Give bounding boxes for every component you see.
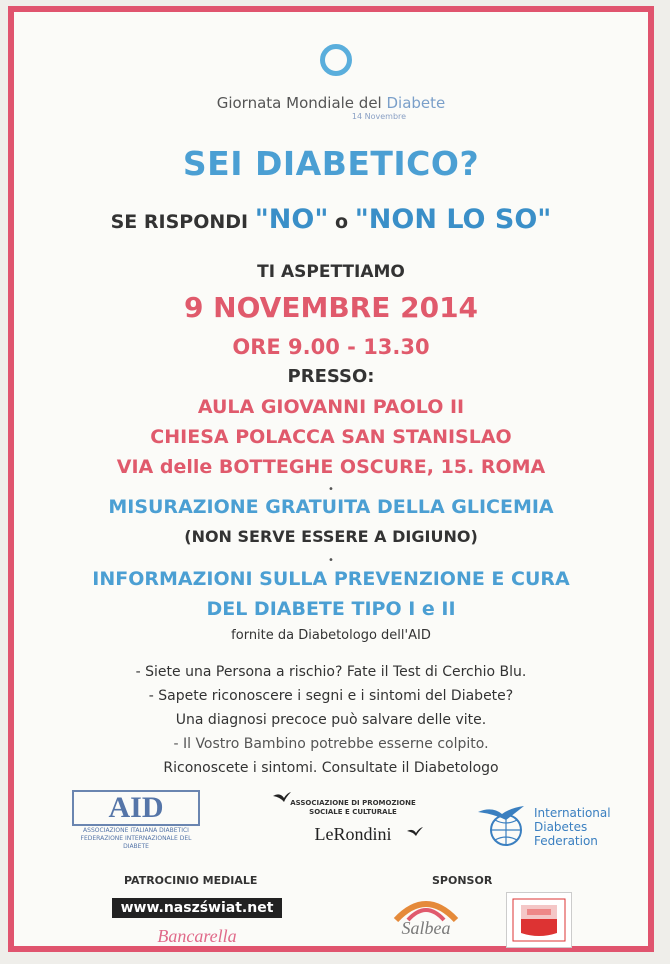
media-label: PATROCINIO MEDIALE	[124, 874, 258, 887]
event-date: 14 Novembre	[351, 112, 407, 121]
location-line: VIA delle BOTTEGHE OSCURE, 15. ROMA	[116, 456, 546, 478]
invite-text: TI ASPETTIAMO	[257, 262, 405, 282]
salbea-logo: Salbea	[401, 918, 451, 938]
service-info-line: INFORMAZIONI SULLA PREVENZIONE E CURA	[92, 568, 570, 590]
info-line: - Sapete riconoscere i segni e i sintomi del Diabete?	[148, 688, 514, 704]
idf-globe-icon	[476, 802, 532, 848]
aid-logo: AID	[72, 790, 200, 826]
poster	[8, 6, 654, 952]
service-info-note: fornite da Diabetologo dell'AID	[231, 628, 431, 643]
location-label: PRESSO:	[287, 366, 375, 387]
service-measurement-note: (NON SERVE ESSERE A DIGIUNO)	[184, 527, 478, 546]
aid-caption: ASSOCIAZIONE ITALIANA DIABETICI FEDERAZIONE INTERNAZIONALE DEL DIABETE	[80, 827, 192, 850]
event-name: Giornata Mondiale del Diabete	[216, 94, 446, 112]
main-title: SEI DIABETICO?	[182, 144, 480, 183]
info-line: - Il Vostro Bambino potrebbe esserne colpito.	[173, 736, 489, 752]
info-line: - Siete una Persona a rischio? Fate il Test di Cerchio Blu.	[135, 664, 527, 680]
subtitle: SE RISPONDI "NO" o "NON LO SO"	[110, 204, 552, 235]
bullet: •	[328, 484, 334, 495]
sponsor-flag-logo	[506, 892, 572, 948]
sponsor-label: SPONSOR	[432, 874, 493, 887]
service-measurement: MISURAZIONE GRATUITA DELLA GLICEMIA	[108, 496, 554, 518]
info-line: Riconoscete i sintomi. Consultate il Diabetologo	[163, 760, 499, 776]
swallow-icon	[272, 790, 292, 804]
naszswiat-logo: www.naszświat.net	[112, 898, 282, 918]
service-info-line: DEL DIABETE TIPO I e II	[206, 598, 456, 620]
swallow-icon	[406, 826, 424, 838]
bancarella-logo: Bancarella	[157, 926, 237, 946]
lerondini-caption: ASSOCIAZIONE DI PROMOZIONE SOCIALE E CULTURALE	[290, 799, 416, 816]
idf-logo-text: International Diabetes Federation	[534, 806, 611, 848]
bullet: •	[328, 555, 334, 566]
event-day: 9 NOVEMBRE 2014	[183, 291, 479, 324]
blue-circle-icon	[320, 44, 352, 76]
info-line: Una diagnosi precoce può salvare delle vite.	[175, 712, 487, 728]
flag-map-icon	[507, 893, 571, 947]
location-line: AULA GIOVANNI PAOLO II	[197, 396, 465, 418]
location-line: CHIESA POLACCA SAN STANISLAO	[150, 426, 512, 448]
event-time: ORE 9.00 - 13.30	[232, 335, 430, 359]
lerondini-logo: LeRondini	[314, 824, 392, 844]
